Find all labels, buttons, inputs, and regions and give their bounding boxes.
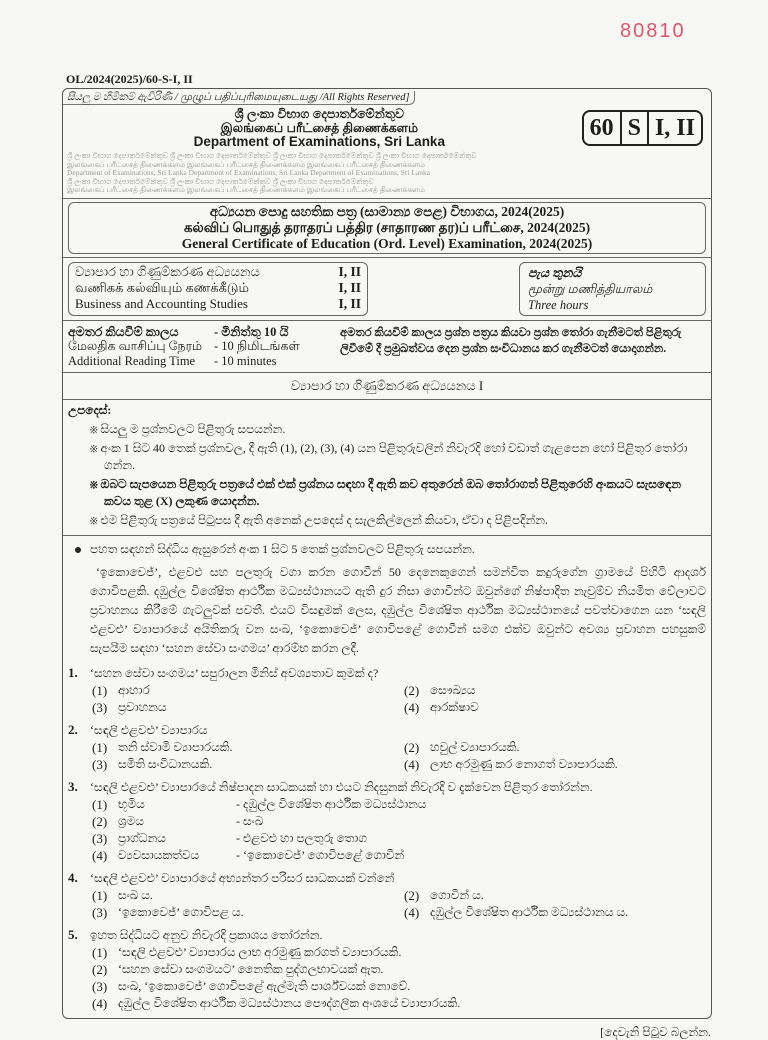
section-title: ව්‍යාපාර හා ගිණුම්කරණ අධ්‍යයනය I [63,372,711,399]
option-number: (3) [92,831,108,847]
subject-parts: I, II [338,295,361,311]
option-term: ව්‍යවසායකත්වය [118,848,200,863]
option-text: ප්‍රවාහනය [118,700,167,715]
duration-ta: மூன்று மணித்தியாலம் [528,281,653,296]
question-3 [68,778,706,864]
option-number: (4) [404,905,420,921]
watermark-line: இலங்கைப் பரீட்சைத் திணைக்களம் இலங்கைப் பரீட்சைத் திணைக்களம் இலங்கைப் பரீட்சைத் திணைக்களம் [67,159,425,169]
option-number: (2) [92,962,108,978]
instruction-item: ※ අංක 1 සිට 40 තෙක් ප්‍රශ්නවල, දී ඇති (1), (2), (3), (4) යන පිළිතුරුවලින් නිවැරදි හෝ වඩාත් ගැළපෙන හෝ පිළිතුර තෝරා ගන්න. [90,441,688,473]
option [404,756,706,773]
option-text: සමිති සංවිධානයකි. [118,757,213,772]
option [92,813,706,830]
paper-frame [62,88,712,1040]
exam-title-en: General Certificate of Education (Ord. Level) Examination, 2024(2025) [181,235,593,251]
stamp-number: 80810 [620,20,686,42]
option-number: (1) [92,797,108,813]
question-stem: ‘සඳලි එළවළු’ ව්‍යාපාරයේ නිෂ්පාදන සාධකයක් හා එයට නිදසුනක් නිවැරදි ව දැක්වෙන පිළිතුර තෝරන්න. [90,780,593,795]
exam-title-ta: கல்விப் பொதுத் தராதரப் பத்திர (சாதாரண தர)ப் பரீட்சை, 2024(2025) [183,219,591,235]
option-number: (4) [404,757,420,773]
option-number: (4) [404,700,420,716]
option-example: - දඹුල්ල විශේෂිත ආර්ථික මධ්‍යස්ථානය [236,797,427,812]
question-number: 5. [68,927,78,943]
option-text: දඹුල්ල විශේෂිත ආර්ථික මධ්‍යස්ථානය පෞද්ගලික අංශයේ ව්‍යාපාරයකි. [118,996,461,1011]
subject-row [75,296,361,312]
rights-reserved: සියලු ම හිමිකම් ඇවිරිණි / முழுப் பதிப்புரிமையுடையது /All Rights Reserved] [63,91,415,105]
question-1 [68,664,706,716]
reading-label: අමතර කියවීම් කාලය [68,324,179,339]
question-number: 2. [68,722,78,738]
option-number: (2) [404,888,420,904]
option [404,887,706,904]
option-text: දඹුල්ල විශේෂිත ආර්ථික මධ්‍යස්ථානය ය. [430,905,629,920]
option-text: තනි ස්වාමි ව්‍යාපාරයකි. [118,740,233,755]
instructions-heading: උපදෙස්: [68,403,112,418]
option [92,796,706,813]
reading-section [63,320,711,373]
option [92,887,394,904]
exam-title-si: අධ්‍යයන පොදු සහතික පත්‍ර (සාමාන්‍ය පෙළ) විභාගය, 2024(2025) [209,203,565,219]
instruction-item: ※ ඔබට සැපයෙන පිළිතුරු පත්‍රයේ එක් එක් ප්‍රශ්නය සඳහා දී ඇති කව අතුරෙන් ඔබ තෝරාගත් පිළිතුරෙහි අංකයට සැසඳෙන කවය තුළ (X) ලකුණ යොදන්න. [90,477,681,509]
question-4 [68,869,706,921]
option-text: ‘සඳලි එළවළු’ ව්‍යාපාරය ලාභ අරමුණු කරගත් ව්‍යාපාරයකි. [118,945,402,960]
subject-box [68,262,368,316]
question-number: 4. [68,870,78,886]
option-text: ‘සහන සේවා සංගමයට’ නෛතික පුද්ගලභාවයක් ඇත. [118,962,384,977]
option [404,904,706,921]
question-2 [68,721,706,773]
option [92,699,394,716]
subject-parts: I, II [338,279,361,295]
option [92,904,394,921]
option-number: (3) [92,700,108,716]
title-section [63,198,711,254]
option [92,961,706,978]
option-text: හවුල් ව්‍යාපාරයකි. [430,740,520,755]
paper-code-box [582,110,703,146]
option-text: ආහාර [118,683,150,698]
option-example: - සංඛ [236,814,264,829]
subject-number: 60 [584,112,622,144]
option [92,995,706,1012]
subject-name: ව්‍යාපාර හා ගිණුම්කරණ අධ්‍යයනය [75,263,260,279]
option-number: (4) [92,848,108,864]
question-stem: ඉහත සිද්ධියට අනුව නිවැරදි ප්‍රකාශය තෝරන්න. [90,928,323,943]
option-text: සංඛ, ‘ඉකොවෙජ්’ ගොවිපළේ ඇල්මැති පාර්ශ්වයක් නොවේ. [118,979,411,994]
reading-label: Additional Reading Time [68,353,196,368]
option-example: - ‘ඉකොවෙජ්’ ගොවිපළේ ගොවීන් [236,848,405,863]
question-stem: ‘සඳලි එළවළු’ ව්‍යාපාරය [90,723,208,738]
duration-en: Three hours [528,297,589,312]
subject-row [75,280,361,296]
department-en: Department of Examinations, Sri Lanka [193,134,445,149]
department-si: ශ්‍රී ලංකා විභාග දෙපාර්තමේන්තුව [234,107,404,121]
turn-page-note: [දෙවැනි පිටුව බලන්න. [600,1025,711,1040]
paper-parts: I, II [654,115,695,141]
option [92,756,394,773]
option [404,739,706,756]
option-number: (2) [92,814,108,830]
option [92,830,706,847]
exam-title [68,202,706,254]
reading-time [68,325,328,369]
option-text: ‘ඉකොවෙජ්’ ගොවිපළ ය. [118,905,244,920]
option-text: ලාභ අරමුණු කර නොගත් ව්‍යාපාරයකි. [430,757,618,772]
subject-name: வணிகக் கல்வியும் கணக்கீடும் [75,279,249,295]
subject-section [63,257,711,320]
passage-lead: පහත සඳහන් සිද්ධිය ඇසුරෙන් අංක 1 සිට 5 තෙක් ප්‍රශ්නවලට පිළිතුරු සපයන්න. [68,540,706,559]
background-watermark-text [63,151,711,198]
instruction-item: ※ එම පිළිතුරු පත්‍රයේ පිටුපස දී ඇති අනෙක් උපදෙස් ද සැලකිල්ලෙන් කියවා, ඒවා ද පිළිපදින්න. [90,513,548,528]
option-number: (1) [92,683,108,699]
case-passage [68,540,706,658]
passage-text: ‘ඉකොවෙජ්’, එළවළු සහ පලතුරු වගා කරන ගොවීන් 50 දෙනෙකුගෙන් සමන්විත කදුරුගේන ග්‍රාමයේ පිහිටි ආදර්ශ ගොවිපළකි. දඹුල්ල විශේෂිත ආර්ථික මධ්‍යස්ථානයට ඇති දුර නිසා ගොවීන්ට ඔවුන්ගේ නිෂ්පාදිත නැවුම්ව නියමිත වේලාවට ප්‍රවාහනය කිරීමේ ගැටලුවක් පවතී. එයට විසඳුමක් ලෙස, දඹුල්ල විශේෂිත ආර්ථික මධ්‍යස්ථානයේ පවත්වාගෙන යන ‘සඳලි එළවළු’ ව්‍යාපාරයේ අයිතිකරු වන සංඛ, ‘ඉකොවෙජ්’ ගොවිපළේ ගොවීන් සමග එක්ව ඔවුන්ට අවශ්‍ය ප්‍රවාහන පහසුකම් සැපයීම සඳහා ‘සහන සේවා සංගමය’ ආරම්භ කරන ලදී. [90,565,706,656]
option-term: භූමිය [118,797,145,812]
option-text: ආරක්ෂාව [430,700,479,715]
reading-value: - මිනිත්තු 10 යි [214,324,289,339]
medium-code: S [622,112,649,144]
option-text: ගොවීන් ය. [430,888,484,903]
option-number: (3) [92,905,108,921]
instruction-item: ※ සියලු ම ප්‍රශ්නවලට පිළිතුරු සපයන්න. [90,422,286,437]
option-number: (1) [92,888,108,904]
reading-value: - 10 minutes [214,353,277,368]
watermark-line: இலங்கைப் பரீட்சைத் திணைக்களம் இலங்கைப் பரீட்சைத் திணைக்களம் இலங்கைப் பரீட்சைத் திணைக்களம் [67,185,425,195]
option [92,739,394,756]
question-stem: ‘සඳලි එළවළු’ ව්‍යාපාරයේ අභ්‍යන්තර පරිසර සාධකයක් වන්නේ [90,871,395,886]
reading-note: අමතර කියවීම් කාලය ප්‍රශ්න පත්‍රය කියවා ප්‍රශ්න තෝරා ගැනීමටත් පිළිතුරු ලිවීමේ දී ප්‍රමුඛත්වය දෙන ප්‍රශ්න සංවිධානය කර ගැනීමටත් යොදාගන්න. [340,326,682,355]
option-number: (3) [92,979,108,995]
department-ta: இலங்கைப் பரீட்சைத் திணைக்களம் [220,121,419,135]
option-number: (3) [92,757,108,773]
option-number: (1) [92,945,108,961]
watermark-line: ශ්‍රී ලංකා විභාග දෙපාර්තමේන්තුව ශ්‍රී ලංකා විභාග දෙපාර්තමේන්තුව ශ්‍රී ලංකා විභාග දෙපාර්තමේන්තුව ශ්‍රී ලංකා විභාග දෙපාර්තමේන්තුව [67,151,477,160]
reading-value: - 10 நிமிடங்கள் [214,339,300,354]
questions-section [63,535,711,1018]
question-number: 3. [68,779,78,795]
instructions [63,399,711,535]
duration-si: පැය තුනයි [528,265,582,280]
option [92,944,706,961]
paper-code-line: OL/2024(2025)/60-S-I, II [66,72,193,86]
option [92,978,706,995]
option-term: ප්‍රාග්ධනය [118,831,166,846]
option-number: (2) [404,740,420,756]
option [92,847,706,864]
watermark-line: ශ්‍රී ලංකා විභාග දෙපාර්තමේන්තුව ශ්‍රී ලංකා විභාග දෙපාර්තමේන්තුව ශ්‍රී ලංකා විභාග දෙපාර්තමේන්තුව [67,176,374,186]
subject-name: Business and Accounting Studies [75,295,248,311]
question-stem: ‘සහන සේවා සංගමය’ සපුරාලන මිනිස් අවශ්‍යතාව කුමක් ද? [90,666,379,681]
option-number: (2) [404,683,420,699]
option-number: (4) [92,996,108,1012]
duration-box [519,262,706,316]
subject-row [75,264,361,280]
watermark-line: Department of Examinations, Sri Lanka Department of Examinations, Sri Lanka Department of Examinations, Sri Lanka [67,168,431,178]
option-text: සංඛ ය. [118,888,153,903]
option [404,682,706,699]
option-example: - එළවළු හා පලතුරු තොග [236,831,367,846]
option-number: (1) [92,740,108,756]
question-number: 1. [68,665,78,681]
subject-parts: I, II [338,263,361,279]
option-text: සෞඛ්‍යය [430,683,476,698]
department-name [71,107,568,149]
header-row [63,105,711,151]
option [404,699,706,716]
option [92,682,394,699]
reading-label: மேலதிக வாசிப்பு நேரம் [68,339,203,354]
question-5 [68,926,706,1012]
option-term: ශ්‍රමය [118,814,144,829]
